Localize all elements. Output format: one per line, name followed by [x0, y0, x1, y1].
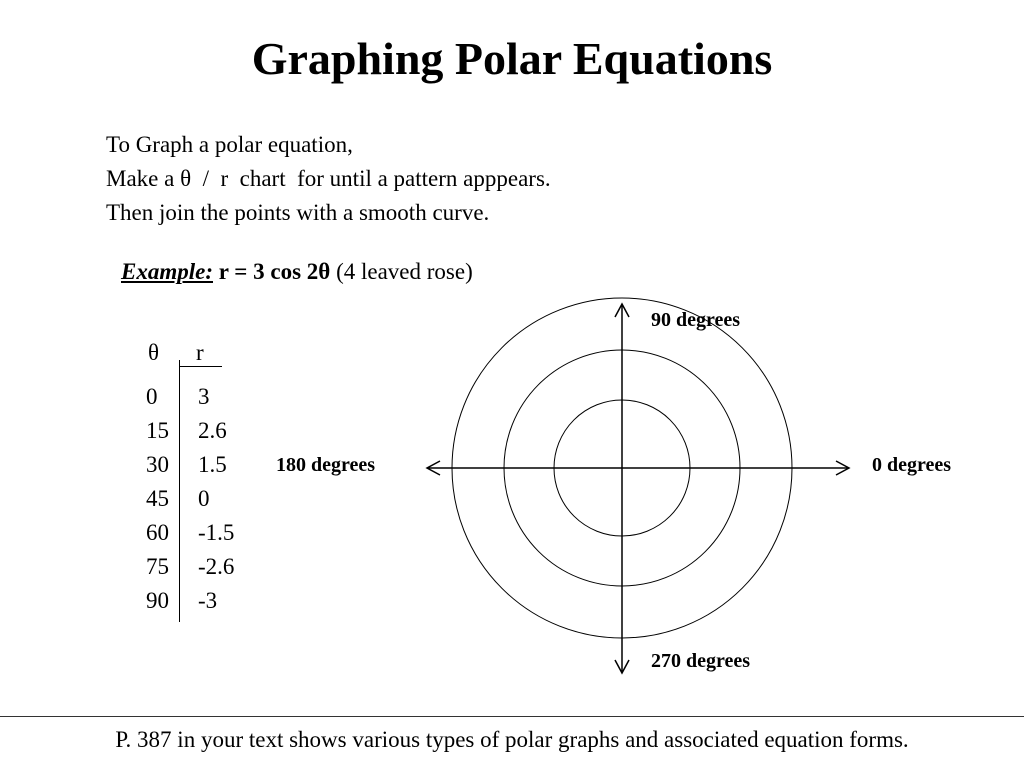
r-value: -3	[198, 588, 218, 613]
header-r: r	[196, 340, 204, 365]
label-90-degrees: 90 degrees	[651, 309, 741, 331]
example-label: Example:	[121, 259, 213, 284]
label-0-degrees: 0 degrees	[872, 454, 952, 476]
r-value: 0	[198, 486, 210, 511]
example-note: (4 leaved rose)	[336, 259, 473, 284]
label-180-degrees: 180 degrees	[276, 454, 376, 476]
theta-value: 45	[146, 486, 169, 511]
theta-value: 15	[146, 418, 169, 443]
theta-value: 0	[146, 384, 158, 409]
r-value: 3	[198, 384, 210, 409]
r-value: 1.5	[198, 452, 227, 477]
theta-value: 30	[146, 452, 169, 477]
intro-line-3: Then join the points with a smooth curve.	[106, 200, 490, 225]
header-theta: θ	[148, 340, 160, 365]
label-270-degrees: 270 degrees	[651, 650, 751, 672]
intro-line-2: Make a θ / r chart for until a pattern apppears.	[106, 166, 551, 191]
r-value: -2.6	[198, 554, 235, 579]
theta-value: 90	[146, 588, 169, 613]
page-title: Graphing Polar Equations	[251, 33, 773, 84]
example-equation: r = 3 cos 2θ	[218, 259, 331, 284]
theta-value: 60	[146, 520, 169, 545]
r-value: 2.6	[198, 418, 227, 443]
theta-value: 75	[146, 554, 169, 579]
r-value: -1.5	[198, 520, 235, 545]
footer-note: P. 387 in your text shows various types of polar graphs and associated equation forms.	[115, 727, 909, 752]
footer-divider	[0, 716, 1024, 717]
intro-line-1: To Graph a polar equation,	[106, 132, 353, 157]
